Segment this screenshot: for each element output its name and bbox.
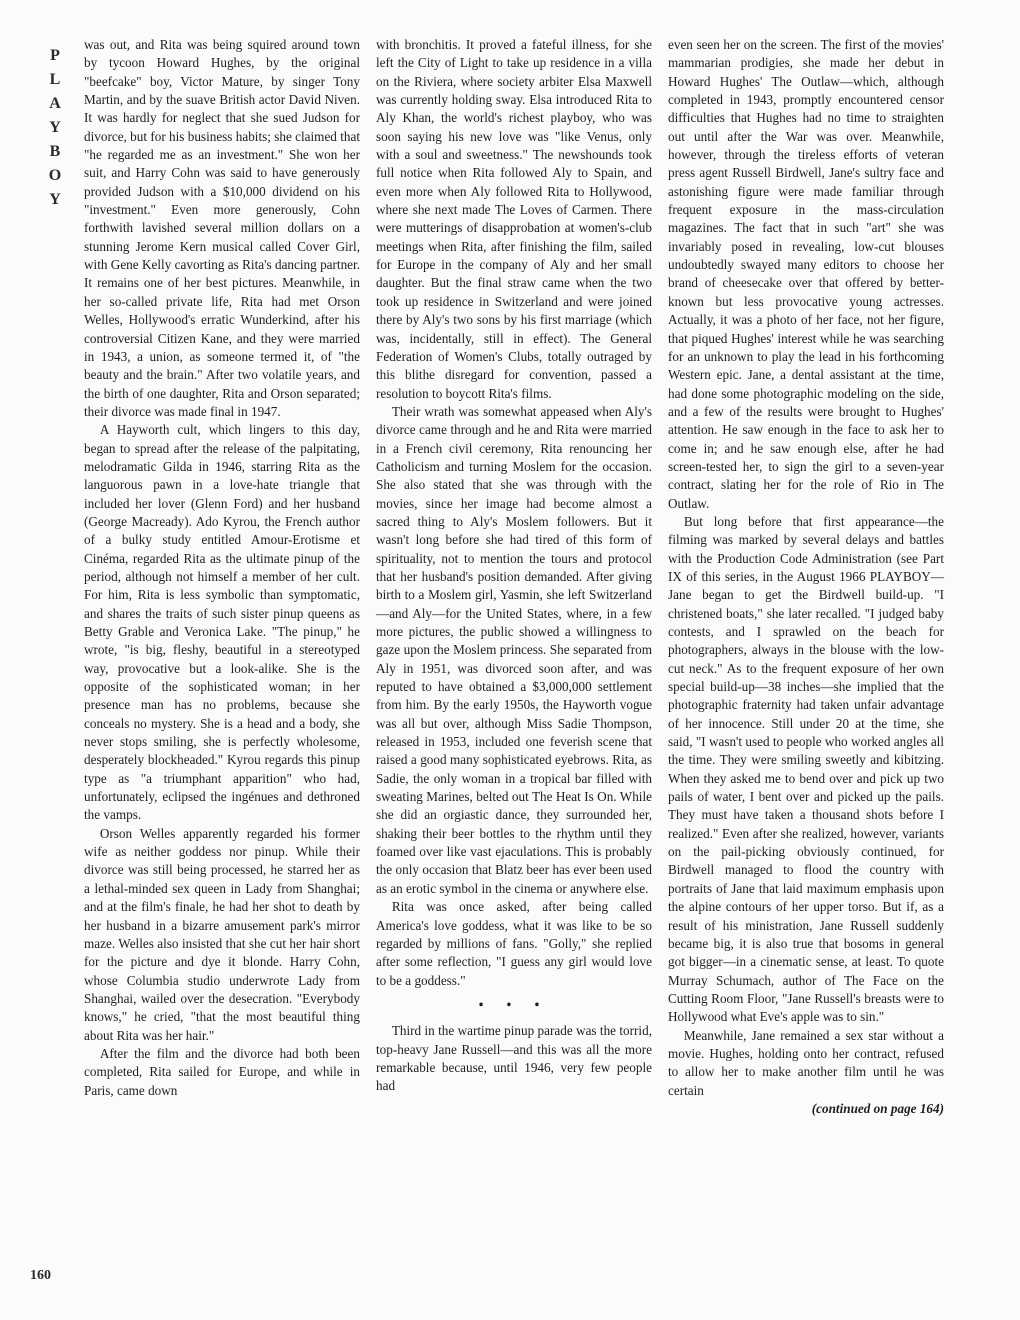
text-column-2 xyxy=(376,36,652,1096)
running-head-letter: A xyxy=(49,95,61,112)
running-head-letter: L xyxy=(49,71,61,88)
paragraph: was out, and Rita was being squired around town by tycoon Howard Hughes, by the original "beefcake" boy, Victor Mature, by singer Tony Martin, and by the suave British actor David Niven. It was hardly for neglect that she sued Judson for divorce, but for his business habits; she claimed that "he regarded me as an investment." She won her suit, and Harry Cohn was said to have generously provided Judson with a $10,000 dividend on his "investment." Even more generously, Cohn forthwith lavished several million dollars on a stunning Jerome Kern musical called Cover Girl, with Gene Kelly cavorting as Rita's dancing partner. It remains one of her best pictures. Meanwhile, in her so-called private life, Rita had met Orson Welles, Hollywood's erratic Wunderkind, after his controversial Citizen Kane, and they were married in 1943, a union, as someone termed it, of "the beauty and the brain." After two volatile years, and the birth of one daughter, Rita and Orson separated; their divorce was made final in 1947. xyxy=(84,37,360,419)
section-break: • • • xyxy=(478,996,550,1012)
paragraph: Orson Welles apparently regarded his former wife as neither goddess nor pinup. While their divorce was still being processed, he starred her as a lethal-minded sex queen in Lady from Shanghai; and at the film's finale, he had her shot to death by her husband in a bizarre amusement park's mirror maze. Welles also insisted that she cut her hair short for the picture and dye it blonde. Harry Cohn, whose Columbia studio underwrote Lady from Shanghai, wailed over the desecration. "Everybody knows," he cried, "that the most beautiful thing about Rita was her hair." xyxy=(84,825,360,1043)
text-column-1 xyxy=(84,36,360,1100)
running-head-letter: Y xyxy=(49,119,61,136)
paragraph: A Hayworth cult, which lingers to this day, began to spread after the release of the palpitating, melodramatic Gilda in 1946, starring Rita as the languorous pawn in a love-hate triangle that included her lover (Glenn Ford) and her husband (George Macready). Ado Kyrou, the French author of a bulky study entitled Amour-Erotisme et Cinéma, regarded Rita as the ultimate pinup of the period, although not himself a member of her cult. For him, Rita is less symbolic than symptomatic, and shares the traits of such sister pinup queens as Betty Grable and Veronica Lake. "The pinup," he wrote, "is big, fleshy, beautiful in a stereotyped way, provocative but a look-alike. She is the opposite of the sophisticated woman; in her presence man has no problems, because she conceals no mystery. She is a head and a body, she never stops smiling, she is perfectly wholesome, desperately blockheaded." Kyrou regards this pinup type as "a triumphant apparition" who had, unfortunately, eclipsed the ingénues and dethroned the vamps. xyxy=(84,422,360,823)
paragraph: But long before that first appearance—the filming was marked by several delays and battles with the Production Code Administration (see Part IX of this series, in the August 1966 PLAYBOY—Jane began to get the Birdwell build-up. "I christened boats," she later recalled. "I judged baby contests, and I sprawled on the beach for photographers, always in the blouse with the low-cut neck." As to the frequent exposure of her own special build-up—38 inches—she implied that the photographic fraternity had taken unfair advantage of her innocence. Still under 20 at the time, she said, "I wasn't used to people who worked angles all the time. They were smiling sweetly and kibitzing. When they asked me to bend over and pick up two pails of water, I bent over and picked up the pails. They must have taken a thousand shots before I realized." Even after she realized, however, variants on the pail-picking obviously continued, for Birdwell managed to flood the country with portraits of Jane that laid maximum emphasis upon the alpine contours of her upper torso. But if, as a result of his ministration, Jane Russell suddenly became big, it is also true that bosoms in general got bigger—in a cinematic sense, at least. To quote Murray Schumach, author of The Face on the Cutting Room Floor, "Jane Russell's breasts were to Hollywood what Eve's apple was to sin." xyxy=(668,513,944,1025)
continued-on-page-note: (continued on page 164) xyxy=(811,1100,944,1116)
running-head-letter: P xyxy=(50,47,60,64)
running-head-letter: B xyxy=(49,143,61,160)
paragraph: Their wrath was somewhat appeased when Aly's divorce came through and he and Rita were married in a French civil ceremony, Rita renouncing her Catholicism and turning Moslem for the occasion. She also stated that she was through with the movies, since her image had become almost a sacred thing to Aly's Moslem followers. But it wasn't long before she had tired of this form of spirituality, not to mention the tours and protocol that her husband's position demanded. After giving birth to a Moslem girl, Yasmin, she left Switzerland—and Aly—for the United States, where, in a few more pictures, the public showed a willingness to gaze upon the Moslem princess. She separated from Aly in 1951, was divorced soon after, and was reputed to have obtained a $3,000,000 settlement from him. By the early 1950s, the Hayworth vogue was all but over, although Miss Sadie Thompson, released in 1953, included one feverish scene that raised a good many sophisticated eyebrows. Rita, as Sadie, the only woman in a tropical bar filled with sweating Marines, belted out The Heat Is On. While she did an orgiastic dance, they surrounded her, shaking their beer bottles to the rhythm until they foamed over like vast ejaculations. This is probably the only occasion that Blatz beer has ever been used as an erotic symbol in the cinema or anywhere else. xyxy=(376,403,652,896)
paragraph: Rita was once asked, after being called America's love goddess, what it was like to be so regarded by millions of fans. "Golly," she replied after some reflection, "I guess any girl would love to be a goddess." xyxy=(376,899,652,988)
running-head-letter: O xyxy=(48,167,62,184)
running-head-letter: Y xyxy=(49,191,61,208)
running-head-magazine-name xyxy=(40,44,70,212)
paragraph: After the film and the divorce had both been completed, Rita sailed for Europe, and while in Paris, came down xyxy=(84,1045,360,1098)
text-column-3 xyxy=(668,36,944,1118)
paragraph: with bronchitis. It proved a fateful illness, for she left the City of Light to take up residence in a villa on the Riviera, where society arbiter Elsa Maxwell was currently holding sway. Elsa introduced Rita to Aly Khan, the world's richest playboy, who was soon saying his new love was "like Venus, only with a soul and sweetness." The newshounds took full notice when Rita followed Aly to Spain, and even more when Aly followed Rita to Hollywood, where she next made The Loves of Carmen. There were mutterings of disapprobation at women's-club meetings when Rita, after finishing the film, sailed for Europe in the company of Aly and her small daughter. But the final straw came when the two took up residence in Switzerland and were joined there by Aly's two sons by his first marriage (which was, incidentally, still in effect). The General Federation of Women's Clubs, totally outraged by this blithe disregard for convention, passed a resolution to boycott Rita's films. xyxy=(376,37,652,401)
paragraph: even seen her on the screen. The first of the movies' mammarian prodigies, she made her debut in Howard Hughes' The Outlaw—which, although completed in 1943, promptly encountered censor difficulties that Hughes had no time to straighten out until after the War was over. Meanwhile, however, through the tireless efforts of veteran press agent Russell Birdwell, Jane's sultry face and astonishing figure were made familiar through frequent exposure in the mass-circulation magazines. The fact that in such "art" she was invariably posed in revealing, low-cut blouses undoubtedly swayed many editors to choose her brand of cheesecake over that offered by better-known but less provocative young actresses. Actually, it was a photo of her face, not her figure, that piqued Hughes' interest while he was searching for an unknown to play the lead in his forthcoming Western epic. Jane, a dental assistant at the time, had done some photographic modeling on the side, and a few of the results were brought to Hughes' attention. He saw enough in the face to ask her to come in; and he saw enough else, after he had screen-tested her, to sign the girl to a seven-year contract, slating her for the role of Rio in The Outlaw. xyxy=(668,37,944,511)
page-number: 160 xyxy=(30,1268,51,1283)
paragraph: Meanwhile, Jane remained a sex star without a movie. Hughes, holding onto her contract, refused to allow her to make another film until he was certain xyxy=(668,1027,944,1098)
paragraph: Third in the wartime pinup parade was the torrid, top-heavy Jane Russell—and this was all the more remarkable because, until 1946, very few people had xyxy=(376,1023,652,1094)
